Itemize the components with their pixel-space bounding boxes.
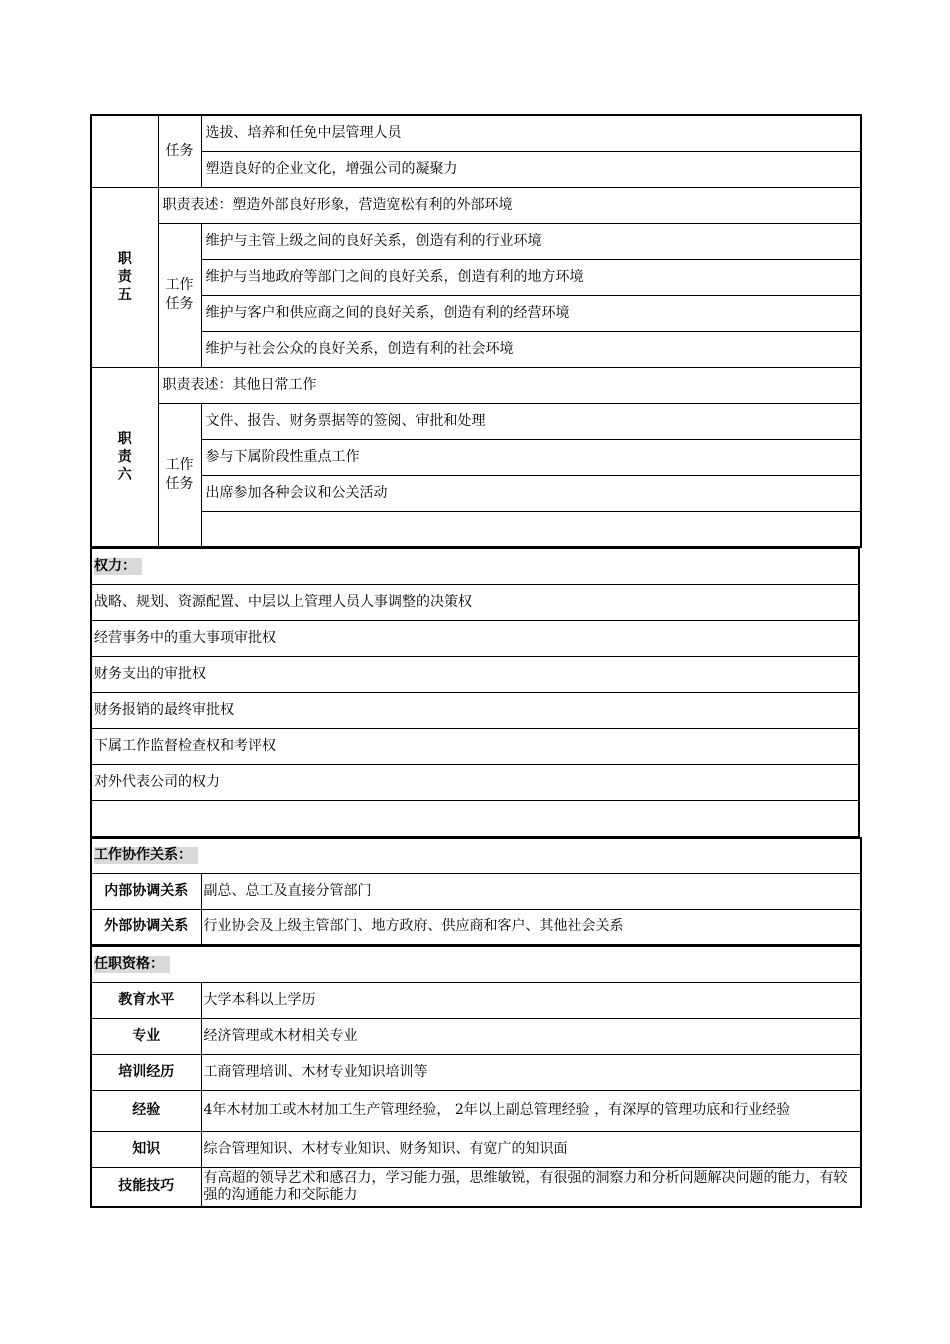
duty6-task-label: 工作任务: [165, 456, 194, 492]
duty6-task-1: 文件、报告、财务票据等的签阅、审批和处理: [201, 403, 861, 439]
education-value: 大学本科以上学历: [201, 982, 861, 1018]
external-relation-label: 外部协调关系: [91, 909, 201, 945]
qualifications-table: [90, 945, 862, 1208]
internal-relation-label: 内部协调关系: [91, 873, 201, 909]
duty5-task-4: 维护与社会公众的良好关系，创造有利的社会环境: [201, 331, 861, 367]
duty5-task-label: 工作任务: [165, 277, 194, 312]
power-item-7: [91, 800, 859, 837]
major-label: 专业: [91, 1018, 201, 1054]
skills-value: 有高超的领导艺术和感召力，学习能力强，思维敏锐，有很强的洞察力和分析问题解决问题的能力，有较强的沟通能力和交际能力: [201, 1167, 861, 1207]
duty6-task-2: 参与下属阶段性重点工作: [201, 439, 861, 475]
duty5-task-3: 维护与客户和供应商之间的良好关系，创造有利的经营环境: [201, 295, 861, 331]
duty5-label-cell: [91, 187, 158, 367]
cooperation-title-cell: [91, 838, 861, 873]
duty5-task-2: 维护与当地政府等部门之间的良好关系，创造有利的地方环境: [201, 259, 861, 295]
experience-value: 4年木材加工或木材加工生产管理经验， 2年以上副总管理经验 ，有深厚的管理功底和行业经验: [201, 1090, 861, 1131]
power-item-5: 下属工作监督检查权和考评权: [91, 728, 859, 764]
power-item-1: 战略、规划、资源配置、中层以上管理人员人事调整的决策权: [91, 584, 859, 620]
duty5-statement: 职责表述：塑造外部良好形象，营造宽松有利的外部环境: [158, 187, 861, 223]
powers-title: 权力：: [94, 558, 142, 575]
duty5-statement-row: [91, 187, 861, 223]
duty-cont-task-2: 塑造良好的企业文化，增强公司的凝聚力: [201, 151, 861, 187]
duty6-label-cell: [91, 367, 158, 547]
education-label: 教育水平: [91, 982, 201, 1018]
duty6-statement-row: [91, 367, 861, 403]
power-item-3: 财务支出的审批权: [91, 656, 859, 692]
duty6-label: 职责六: [117, 430, 132, 483]
knowledge-value: 综合管理知识、木材专业知识、财务知识、有宽广的知识面: [201, 1131, 861, 1167]
duty5-task-label-cell: [158, 223, 201, 367]
duty-cont-task-1: 选拔、培养和任免中层管理人员: [201, 115, 861, 151]
internal-relation-value: 副总、总工及直接分管部门: [201, 873, 861, 909]
qualifications-title: 任职资格：: [94, 956, 170, 973]
duty5-label: 职责五: [117, 251, 132, 303]
training-label: 培训经历: [91, 1054, 201, 1090]
powers-title-cell: [91, 548, 859, 584]
training-value: 工商管理培训、木材专业知识培训等: [201, 1054, 861, 1090]
cooperation-table: [90, 837, 862, 946]
cooperation-title: 工作协作关系：: [94, 847, 198, 864]
duty6-statement: 职责表述：其他日常工作: [158, 367, 861, 403]
duties-table: [90, 114, 862, 548]
powers-table: [90, 547, 860, 838]
duty-cont-row: [91, 115, 861, 151]
power-item-6: 对外代表公司的权力: [91, 764, 859, 800]
external-relation-value: 行业协会及上级主管部门、地方政府、供应商和客户、其他社会关系: [201, 909, 861, 945]
power-item-4: 财务报销的最终审批权: [91, 692, 859, 728]
qualifications-title-cell: [91, 946, 861, 982]
experience-label: 经验: [91, 1090, 201, 1131]
major-value: 经济管理或木材相关专业: [201, 1018, 861, 1054]
power-item-2: 经营事务中的重大事项审批权: [91, 620, 859, 656]
duty6-task-3: 出席参加各种会议和公关活动: [201, 475, 861, 511]
duty6-task-4: [201, 511, 861, 547]
duty5-task-1: 维护与主管上级之间的良好关系，创造有利的行业环境: [201, 223, 861, 259]
knowledge-label: 知识: [91, 1131, 201, 1167]
skills-label: 技能技巧: [91, 1167, 201, 1207]
duty-cont-task-label: 任务: [158, 115, 201, 187]
duty-cont-label-cell: [91, 115, 158, 187]
duty6-task-label-cell: [158, 403, 201, 547]
job-description-sheet: [90, 114, 860, 1208]
